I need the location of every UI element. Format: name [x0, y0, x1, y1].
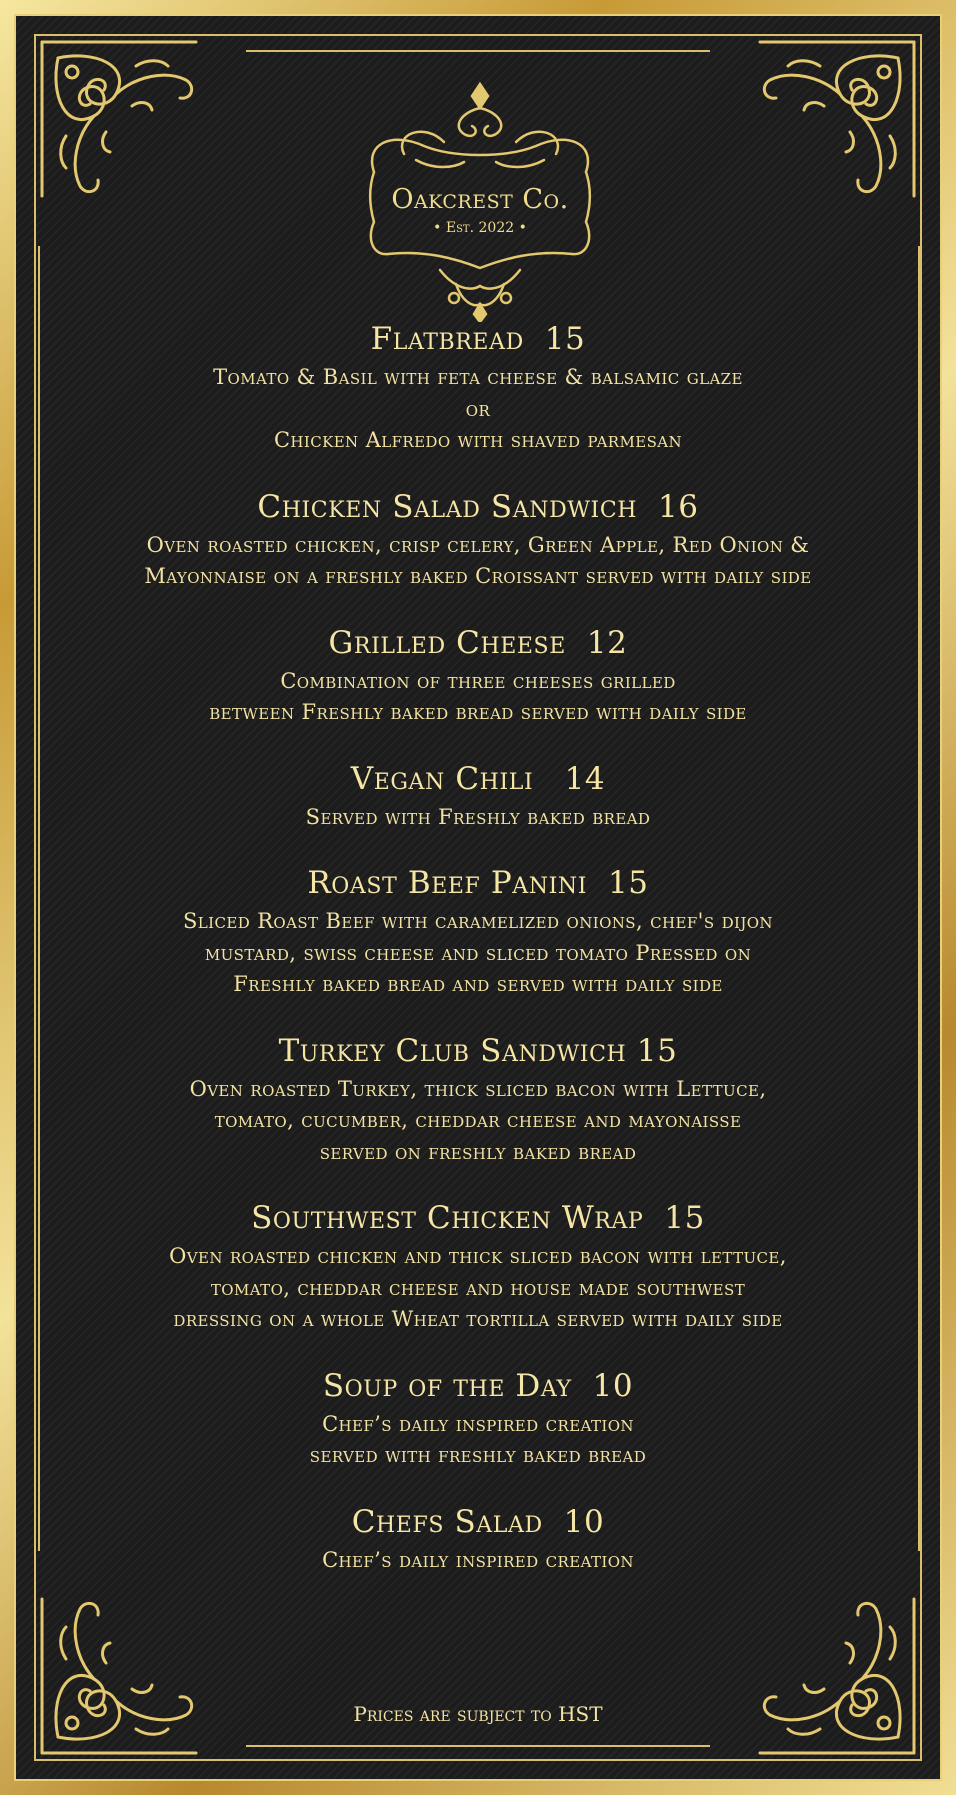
- menu-item: [56, 620, 900, 729]
- menu-item-title: Southwest Chicken Wrap 15: [251, 1200, 705, 1236]
- menu-item-title: Turkey Club Sandwich 15: [278, 1032, 678, 1069]
- menu-item-description: Mayonnaise on a freshly baked Croissant served with daily side: [144, 564, 812, 588]
- menu-item-description: Combination of three cheeses grilled: [280, 668, 676, 693]
- menu-item: [56, 1028, 900, 1169]
- menu-item-title: Chicken Salad Sandwich 16: [257, 488, 699, 525]
- menu-item-title: Chefs Salad 10: [351, 1503, 605, 1540]
- menu-item-description: between Freshly baked bread served with daily side: [209, 700, 747, 724]
- right-rule: [918, 246, 920, 1551]
- corner-ornament-icon: [750, 1589, 920, 1759]
- menu-item-description: Sliced Roast Beef with caramelized onions, chef's dijon: [183, 909, 773, 933]
- menu-item-title: Flatbread 15: [370, 321, 586, 357]
- menu-board: [14, 14, 942, 1781]
- menu-item-description: Oven roasted chicken, crisp celery, Green Apple, Red Onion &: [146, 532, 810, 557]
- menu-item-title: Grilled Cheese 12: [328, 624, 628, 661]
- menu-item: [56, 1195, 900, 1336]
- corner-ornament-icon: [36, 1589, 206, 1759]
- menu-item-description: Oven roasted chicken and thick sliced bacon with lettuce,: [169, 1244, 787, 1268]
- menu-item-description: Chef’s daily inspired creation: [322, 1547, 634, 1572]
- menu-item-description: served with freshly baked bread: [309, 1443, 647, 1467]
- menu-item-description: Freshly baked bread and served with daily side: [233, 972, 723, 996]
- menu-item-description: Oven roasted Turkey, thick sliced bacon with Lettuce,: [189, 1076, 767, 1101]
- menu-item: [56, 1499, 900, 1577]
- brand-established: • Est. 2022 •: [433, 220, 527, 236]
- menu-item-description: mustard, swiss cheese and sliced tomato Pressed on: [204, 940, 752, 965]
- menu-item: [56, 316, 900, 457]
- menu-item-description: dressing on a whole Wheat tortilla served with daily side: [173, 1307, 783, 1331]
- menu-item: [56, 1363, 900, 1472]
- brand-logo: [344, 72, 616, 322]
- menu-item-description: or: [465, 396, 491, 421]
- bottom-rule: [246, 1745, 710, 1747]
- top-rule: [246, 50, 710, 52]
- menu-item-description: tomato, cucumber, cheddar cheese and mayonaisse: [214, 1108, 742, 1132]
- menu-item: [56, 484, 900, 593]
- menu-item-title: Roast Beef Panini 15: [307, 865, 649, 901]
- menu-item-description: Chef’s daily inspired creation: [322, 1411, 634, 1436]
- menu-item-title: Vegan Chili 14: [350, 760, 606, 797]
- menu-item-description: tomato, cheddar cheese and house made southwest: [210, 1275, 746, 1300]
- menu-item-description: Served with Freshly baked bread: [305, 804, 651, 829]
- left-rule: [38, 246, 40, 1551]
- brand-name: Oakcrest Co.: [391, 184, 569, 215]
- corner-ornament-icon: [750, 36, 920, 206]
- menu-item: [56, 860, 900, 1001]
- menu-item-description: Tomato & Basil with feta cheese & balsamic glaze: [213, 365, 743, 389]
- menu-item-title: Soup of the Day 10: [322, 1367, 634, 1404]
- menu-list: [56, 316, 900, 1603]
- price-disclaimer: Prices are subject to HST: [353, 1702, 603, 1726]
- corner-ornament-icon: [36, 36, 206, 206]
- menu-item-description: served on freshly baked bread: [319, 1139, 637, 1164]
- menu-item: [56, 756, 900, 834]
- menu-item-description: Chicken Alfredo with shaved parmesan: [273, 428, 683, 452]
